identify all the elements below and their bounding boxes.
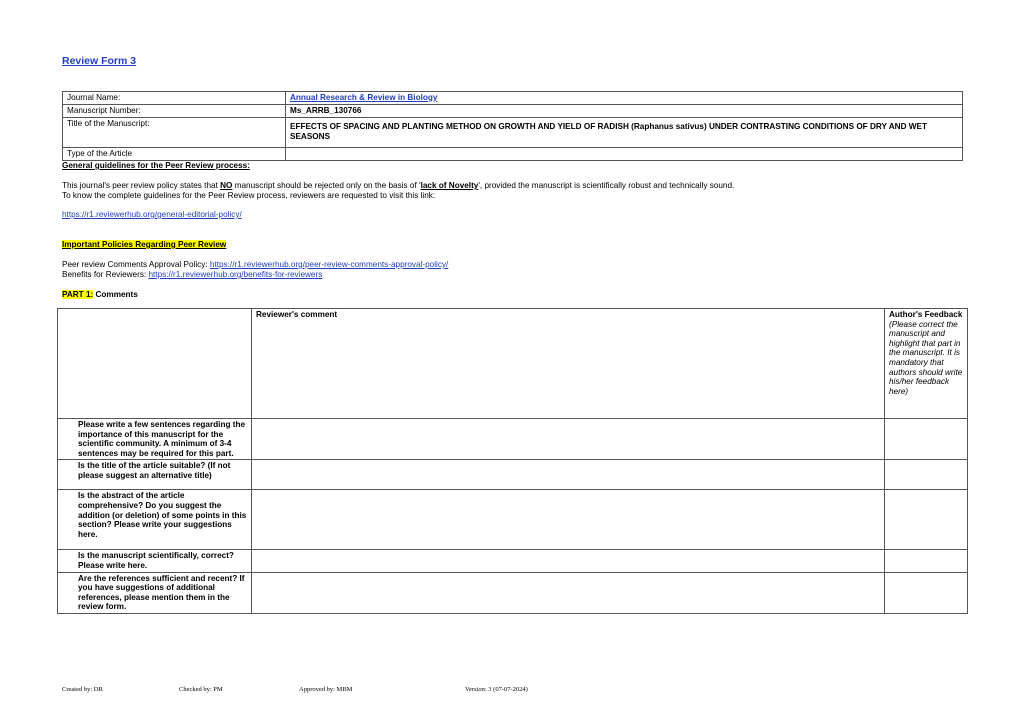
journal-link[interactable]: Annual Research & Review in Biology	[290, 93, 438, 102]
reviewer-comment-cell[interactable]	[252, 460, 885, 490]
approval-policy-link[interactable]: https://r1.reviewerhub.org/peer-review-comments-approval-policy/	[209, 260, 449, 269]
article-type-value[interactable]	[286, 148, 963, 161]
manuscript-number-row	[63, 105, 963, 118]
footer-created: Created by: DR	[62, 686, 103, 693]
part1-label: PART 1:	[62, 290, 94, 299]
author-feedback-cell[interactable]	[885, 419, 968, 460]
guidelines-text-line2: To know the complete guidelines for the Peer Review process, reviewers are requested to visit this link:	[62, 191, 436, 200]
author-feedback-title: Author's Feedback	[889, 310, 963, 319]
author-feedback-cell[interactable]	[885, 572, 968, 613]
question-importance: Please write a few sentences regarding the importance of this manuscript for the scientific community. A minimum of 3-4 sentences may be required for this part.	[58, 419, 252, 460]
comments-table	[57, 308, 968, 614]
guidelines-novelty-emphasis: lack of Novelty	[420, 181, 479, 190]
benefits-link[interactable]: https://r1.reviewerhub.org/benefits-for-reviewers	[148, 270, 323, 279]
policies-heading	[62, 240, 226, 250]
manuscript-number-label: Manuscript Number:	[63, 105, 286, 118]
manuscript-number-value: Ms_ARRB_130766	[286, 105, 963, 118]
empty-header-cell	[58, 309, 252, 419]
benefits-label: Benefits for Reviewers:	[62, 270, 149, 279]
guidelines-text-b: manuscript should be rejected only on the basis of '	[232, 181, 421, 190]
table-row	[58, 572, 968, 613]
footer-version: Version: 3 (07-07-2024)	[465, 686, 528, 693]
part1-heading	[62, 290, 138, 300]
article-type-row	[63, 148, 963, 161]
form-title: Review Form 3	[62, 55, 137, 67]
table-row	[58, 550, 968, 572]
journal-row	[63, 92, 963, 105]
table-row	[58, 419, 968, 460]
journal-label: Journal Name:	[63, 92, 286, 105]
manuscript-title-label: Title of the Manuscript:	[63, 118, 286, 148]
policies-heading-text: Important Policies Regarding Peer Review	[62, 240, 227, 249]
question-title: Is the title of the article suitable? (If not please suggest an alternative title)	[58, 460, 252, 490]
manuscript-title-row	[63, 118, 963, 148]
guidelines-text-a: This journal's peer review policy states that	[62, 181, 221, 190]
footer-checked: Checked by: PM	[179, 686, 223, 693]
reviewer-comment-cell[interactable]	[252, 419, 885, 460]
part1-title: Comments	[93, 290, 138, 299]
table-row	[58, 490, 968, 550]
author-feedback-cell[interactable]	[885, 460, 968, 490]
guidelines-text-c: ', provided the manuscript is scientifically robust and technically sound.	[478, 181, 735, 190]
author-feedback-header	[885, 309, 968, 419]
approval-policy-label: Peer review Comments Approval Policy:	[62, 260, 210, 269]
guidelines-heading-text: General guidelines for the Peer Review process:	[62, 161, 250, 170]
manuscript-info-table	[62, 91, 963, 161]
question-references: Are the references sufficient and recent? If you have suggestions of additional references, please mention them in the review form.	[58, 572, 252, 613]
policies-links	[62, 260, 448, 280]
author-feedback-cell[interactable]	[885, 550, 968, 572]
guidelines-no-emphasis: NO	[220, 181, 233, 190]
guidelines-heading	[62, 161, 250, 171]
manuscript-title-value: EFFECTS OF SPACING AND PLANTING METHOD ON GROWTH AND YIELD OF RADISH (Raphanus sativus) UNDER CONTRASTING CONDITIONS OF DRY AND WET SEASONS	[286, 118, 963, 148]
reviewer-comment-header: Reviewer's comment	[252, 309, 885, 419]
guidelines-link-block	[62, 210, 242, 220]
reviewer-comment-cell[interactable]	[252, 550, 885, 572]
author-feedback-cell[interactable]	[885, 490, 968, 550]
reviewer-comment-cell[interactable]	[252, 490, 885, 550]
question-abstract: Is the abstract of the article comprehensive? Do you suggest the addition (or deletion) of some points in this section? Please write your suggestions here.	[58, 490, 252, 550]
author-feedback-instructions: (Please correct the manuscript and highlight that part in the manuscript. It is mandatory that authors should write his/her feedback here)	[889, 319, 963, 396]
table-row	[58, 460, 968, 490]
journal-value-cell	[286, 92, 963, 105]
comments-header-row	[58, 309, 968, 419]
question-scientific: Is the manuscript scientifically, correct? Please write here.	[58, 550, 252, 572]
guidelines-paragraph	[62, 181, 734, 201]
article-type-label: Type of the Article	[63, 148, 286, 161]
general-editorial-policy-link[interactable]: https://r1.reviewerhub.org/general-editorial-policy/	[62, 210, 242, 219]
footer-approved: Approved by: MBM	[299, 686, 353, 693]
reviewer-comment-cell[interactable]	[252, 572, 885, 613]
